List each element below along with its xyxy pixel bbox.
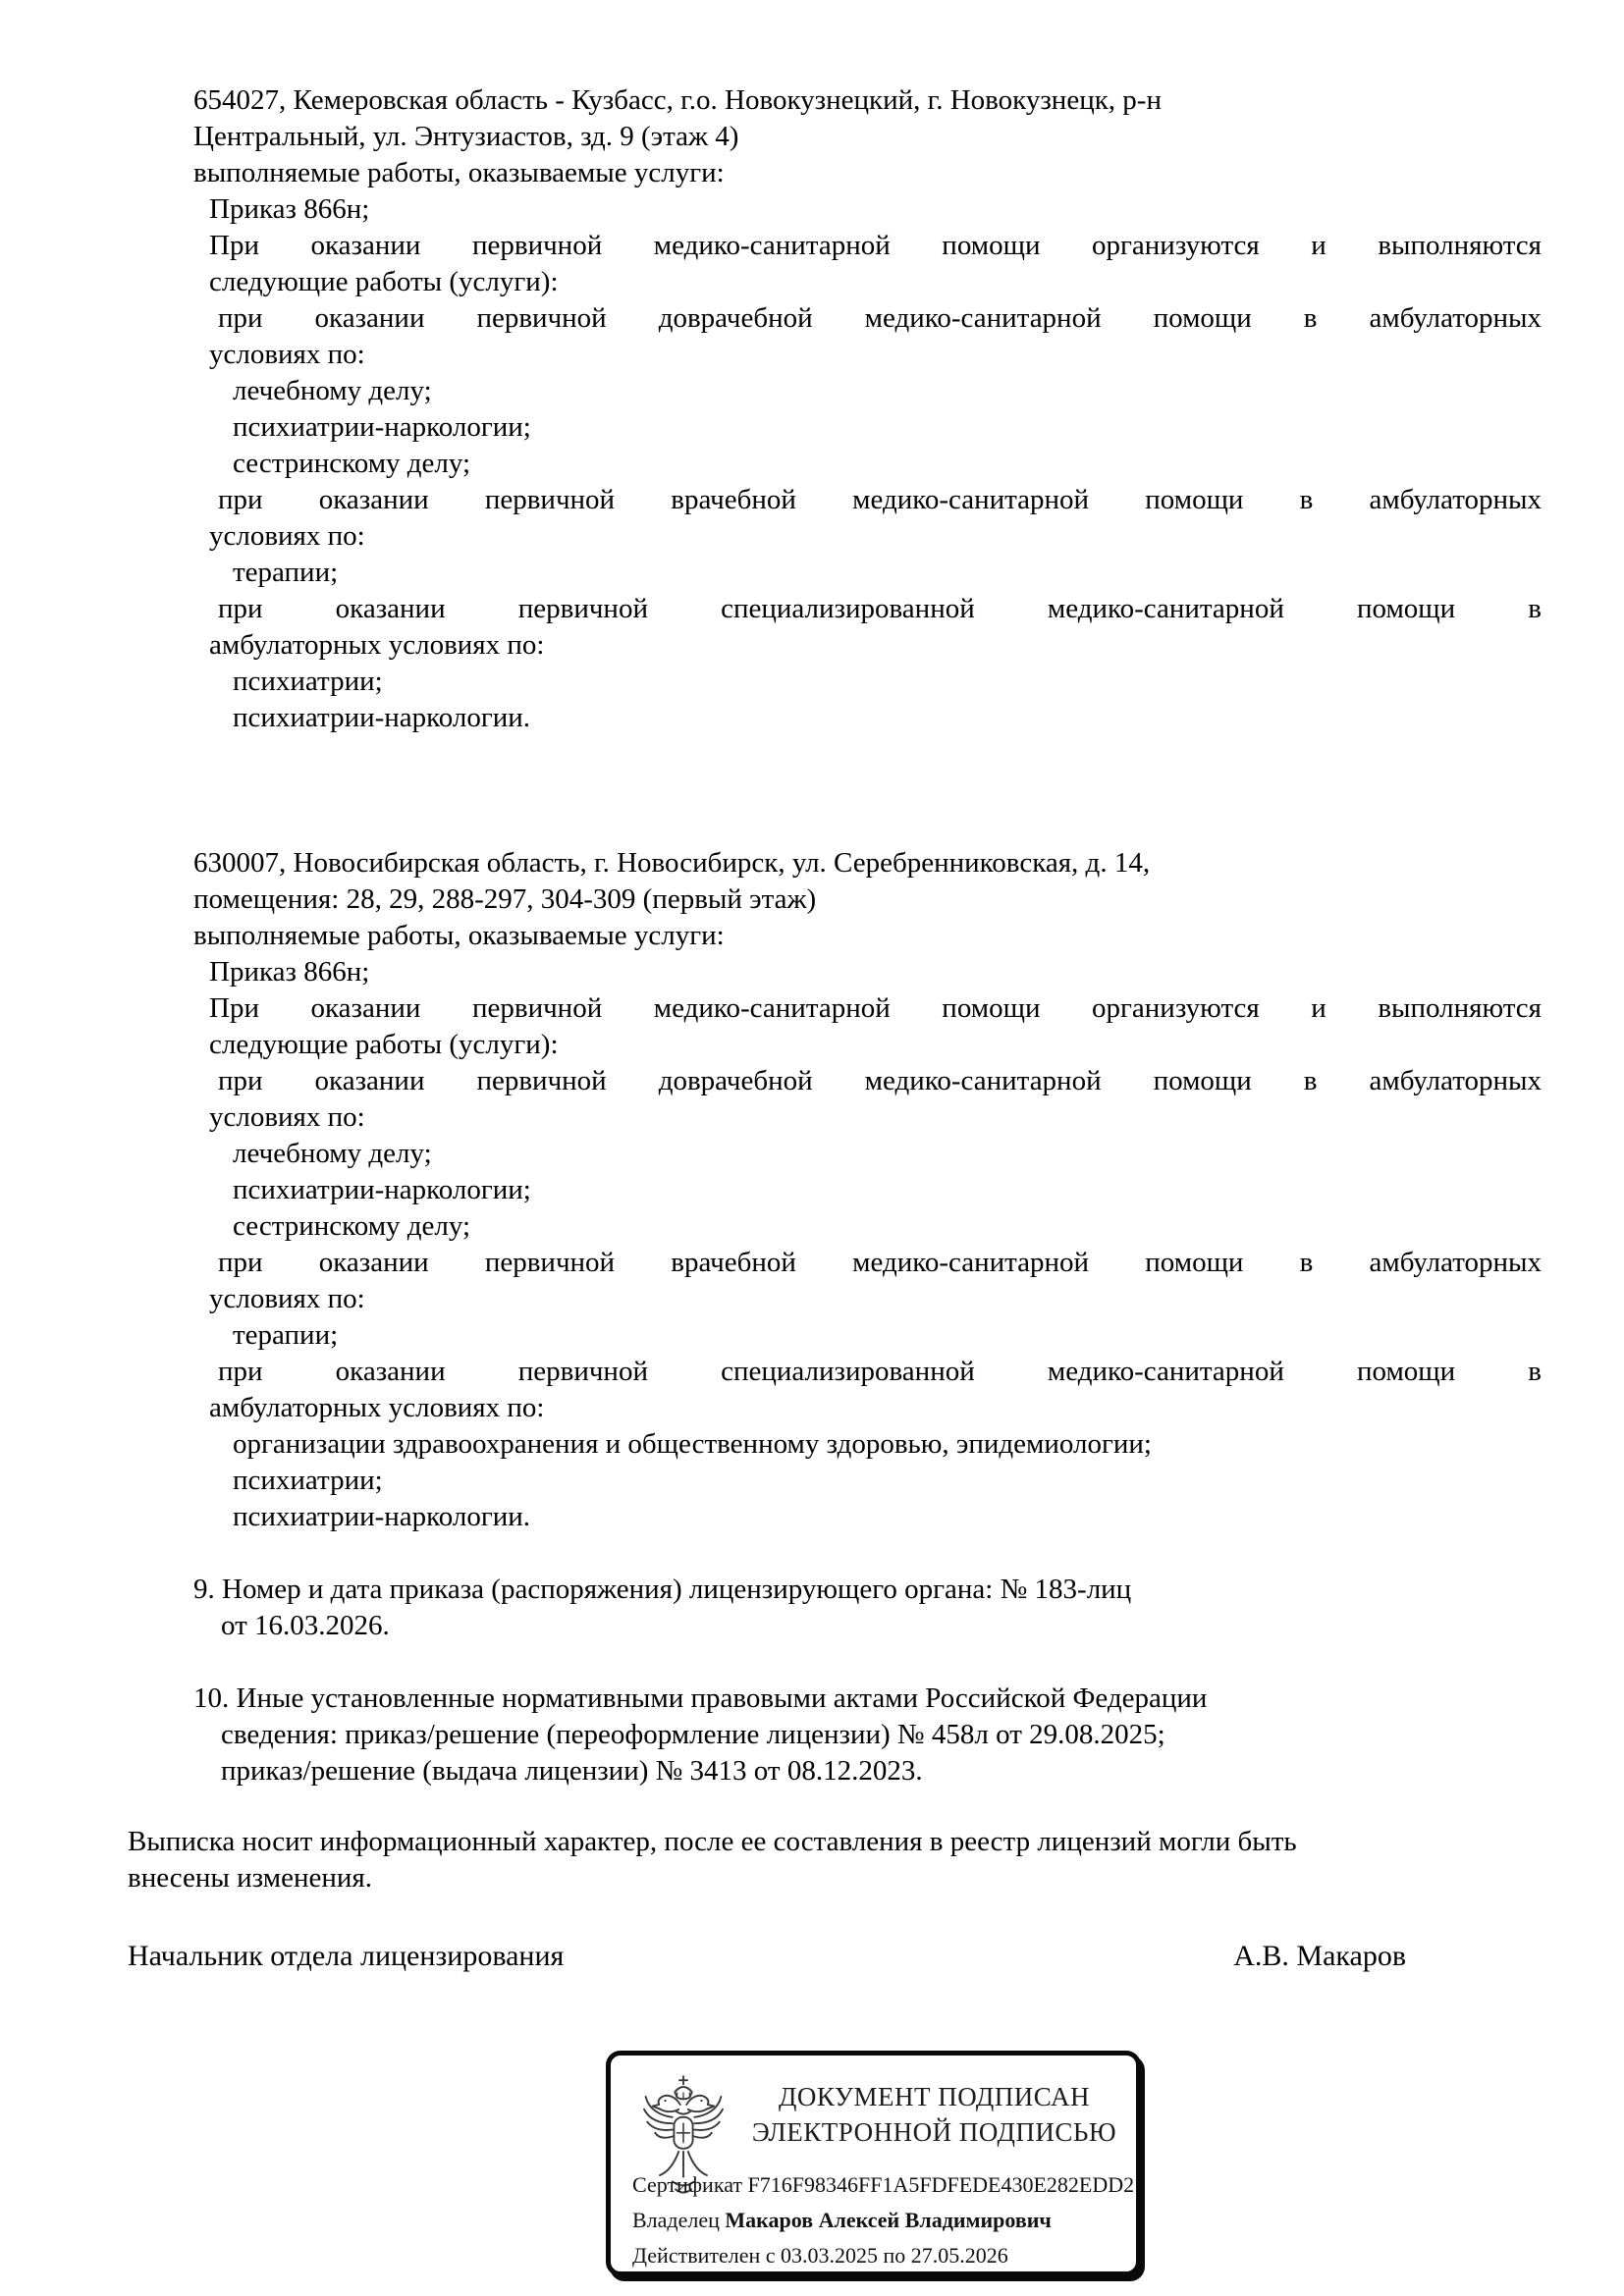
- note-line: Выписка носит информационный характер, после ее составления в реестр лицензий могли быть: [128, 1826, 1297, 1857]
- certificate-value: F716F98346FF1A5FDFEDE430E282EDD2: [747, 2172, 1135, 2197]
- text-line: психиатрии-наркологии.: [233, 1501, 531, 1532]
- text-line: при оказании первичной специализированной медико-санитарной помощи в: [218, 1356, 1542, 1387]
- text-line: При оказании первичной медико-санитарной помощи организуются и выполняются: [209, 230, 1542, 261]
- text-line: Приказ 866н;: [209, 193, 370, 225]
- text-line: сестринскому делу;: [233, 1210, 471, 1242]
- text-line: психиатрии-наркологии;: [233, 1174, 531, 1205]
- text-line: сведения: приказ/решение (переоформление лицензии) № 458л от 29.08.2025;: [221, 1719, 1165, 1750]
- document-body: [193, 82, 1542, 1789]
- text-line: амбулаторных условиях по:: [209, 1392, 545, 1423]
- text-line: амбулаторных условиях по:: [209, 629, 545, 661]
- stamp-certificate: [632, 2171, 1135, 2199]
- text-line: 654027, Кемеровская область - Кузбасс, г.о. Новокузнецкий, г. Новокузнецк, р-н: [193, 84, 1162, 116]
- text-line: психиатрии;: [233, 1465, 383, 1496]
- text-line: при оказании первичной доврачебной медико-санитарной помощи в амбулаторных: [218, 302, 1542, 334]
- text-line: условиях по:: [209, 1101, 365, 1133]
- text-line: 10. Иные установленные нормативными правовыми актами Российской Федерации: [193, 1682, 1208, 1714]
- signatory-name: А.В. Макаров: [1233, 1940, 1406, 1972]
- block-item-9: [193, 1572, 1542, 1644]
- text-line: помещения: 28, 29, 288-297, 304-309 (первый этаж): [193, 883, 817, 915]
- text-line: следующие работы (услуги):: [209, 266, 559, 297]
- text-line: лечебному делу;: [233, 375, 432, 406]
- text-line: 630007, Новосибирская область, г. Новосибирск, ул. Серебренниковская, д. 14,: [193, 847, 1151, 879]
- text-line: При оказании первичной медико-санитарной помощи организуются и выполняются: [209, 992, 1542, 1024]
- text-line: терапии;: [233, 1319, 339, 1351]
- text-line: сестринскому делу;: [233, 448, 471, 479]
- stamp-title-line2: ЭЛЕКТРОННОЙ ПОДПИСЬЮ: [751, 2117, 1117, 2147]
- stamp-validity: Действителен с 03.03.2025 по 27.05.2026: [632, 2243, 1008, 2268]
- text-line: психиатрии-наркологии;: [233, 411, 531, 443]
- text-line: приказ/решение (выдача лицензии) № 3413 от 08.12.2023.: [221, 1755, 923, 1787]
- text-line: терапии;: [233, 557, 339, 588]
- text-line: 9. Номер и дата приказа (распоряжения) лицензирующего органа: № 183-лиц: [193, 1574, 1132, 1605]
- text-line: условиях по:: [209, 1283, 365, 1314]
- text-line: при оказании первичной врачебной медико-санитарной помощи в амбулаторных: [218, 484, 1542, 515]
- owner-name: Макаров Алексей Владимирович: [725, 2208, 1052, 2232]
- signatory-position: Начальник отдела лицензирования: [128, 1940, 565, 1972]
- stamp-owner: [632, 2207, 1126, 2234]
- stamp-title-line1: ДОКУМЕНТ ПОДПИСАН: [779, 2082, 1090, 2111]
- text-line: психиатрии-наркологии.: [233, 702, 531, 733]
- block-address-2: [193, 845, 1542, 1535]
- electronic-signature-stamp: [606, 2051, 1141, 2276]
- text-line: психиатрии;: [233, 666, 383, 697]
- owner-label: Владелец: [632, 2208, 726, 2232]
- text-line: Приказ 866н;: [209, 956, 370, 988]
- text-line: при оказании первичной врачебной медико-санитарной помощи в амбулаторных: [218, 1247, 1542, 1278]
- text-line: при оказании первичной специализированной медико-санитарной помощи в: [218, 593, 1542, 624]
- text-line: от 16.03.2026.: [221, 1610, 390, 1641]
- informational-note: [128, 1824, 1530, 1896]
- text-line: организации здравоохранения и общественному здоровью, эпидемиологии;: [233, 1428, 1152, 1460]
- signature-row: [128, 1938, 1406, 1975]
- certificate-label: Сертификат: [632, 2172, 748, 2197]
- text-line: выполняемые работы, оказываемые услуги:: [193, 157, 725, 188]
- block-address-1: [193, 82, 1542, 736]
- text-line: выполняемые работы, оказываемые услуги:: [193, 920, 725, 951]
- text-line: условиях по:: [209, 520, 365, 552]
- stamp-title: [744, 2079, 1124, 2150]
- text-line: при оказании первичной доврачебной медико-санитарной помощи в амбулаторных: [218, 1065, 1542, 1096]
- text-line: условиях по:: [209, 339, 365, 370]
- block-item-10: [193, 1681, 1542, 1789]
- note-line: внесены изменения.: [128, 1862, 372, 1894]
- text-line: Центральный, ул. Энтузиастов, зд. 9 (этаж 4): [193, 121, 739, 152]
- text-line: следующие работы (услуги):: [209, 1029, 559, 1060]
- text-line: лечебному делу;: [233, 1138, 432, 1169]
